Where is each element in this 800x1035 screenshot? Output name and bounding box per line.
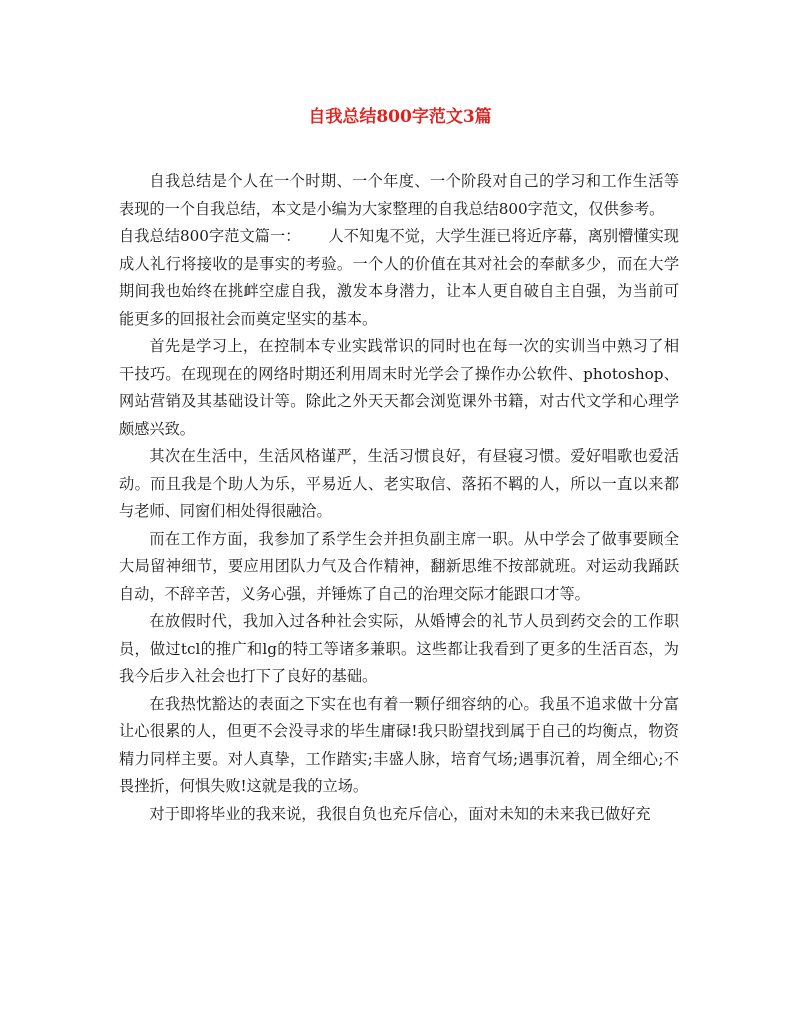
paragraph-study: 首先是学习上，在控制本专业实践常识的同时也在每一次的实训当中熟习了相干技巧。在现现在的网络时期还利用周末时光学会了操作办公软件、photoshop、网站营销及其基础设计等。除此之外天天都会浏览课外书籍，对古代文学和心理学颇感兴致。 [119,337,679,438]
paragraph-character: 在我热忱豁达的表面之下实在也有着一颗仔细容纳的心。我虽不追求做十分富让心很累的人，但更不会没寻求的毕生庸碌!我只盼望找到属于自己的均衡点，物资精力同样主要。对人真挚，工作踏实;丰盛人脉，培育气场;遇事沉着，周全细心;不畏挫折，何惧失败!这就是我的立场。 [119,694,679,795]
section-first-text: 人不知鬼不觉，大学生涯已将近序幕，离别懵懂实现成人礼行将接收的是事实的考验。一个人的价值在其对社会的奉献多少，而在大学期间我也始终在挑衅空虚自我，激发本身潜力，让本人更自破自主自强，为当前可能更多的回报社会而奠定坚实的基本。 [119,227,679,328]
section-first-paragraph [119,223,679,333]
paragraph-vacation: 在放假时代，我加入过各种社会实际，从婚博会的礼节人员到药交会的工作职员，做过tcl的推广和lg的特工等诸多兼职。这些都让我看到了更多的生活百态，为我今后步入社会也打下了良好的基础。 [119,612,679,685]
paragraph-work: 而在工作方面，我参加了系学生会并担负副主席一职。从中学会了做事要顾全大局留神细节，要应用团队力气及合作精神，翻新思维不按部就班。对运动我踊跃自动，不辞辛苦，义务心强，并锤炼了自己的治理交际才能跟口才等。 [119,529,679,603]
paragraph-life: 其次在生活中，生活风格谨严，生活习惯良好，有昼寝习惯。爱好唱歌也爱活动。而且我是个助人为乐，平易近人、老实取信、落拓不羁的人，所以一直以来都与老师、同窗们相处得很融洽。 [119,447,679,520]
document-body [119,168,679,828]
section-heading: 自我总结800字范文篇一： [119,227,301,245]
document-title: 自我总结800字范文3篇 [308,107,492,127]
intro-paragraph: 自我总结是个人在一个时期、一个年度、一个阶段对自己的学习和工作生活等表现的一个自我总结，本文是小编为大家整理的自我总结800字范文，仅供参考。 [119,172,679,218]
paragraph-graduation: 对于即将毕业的我来说，我很自负也充斥信心，面对未知的未来我已做好充 [149,804,651,823]
